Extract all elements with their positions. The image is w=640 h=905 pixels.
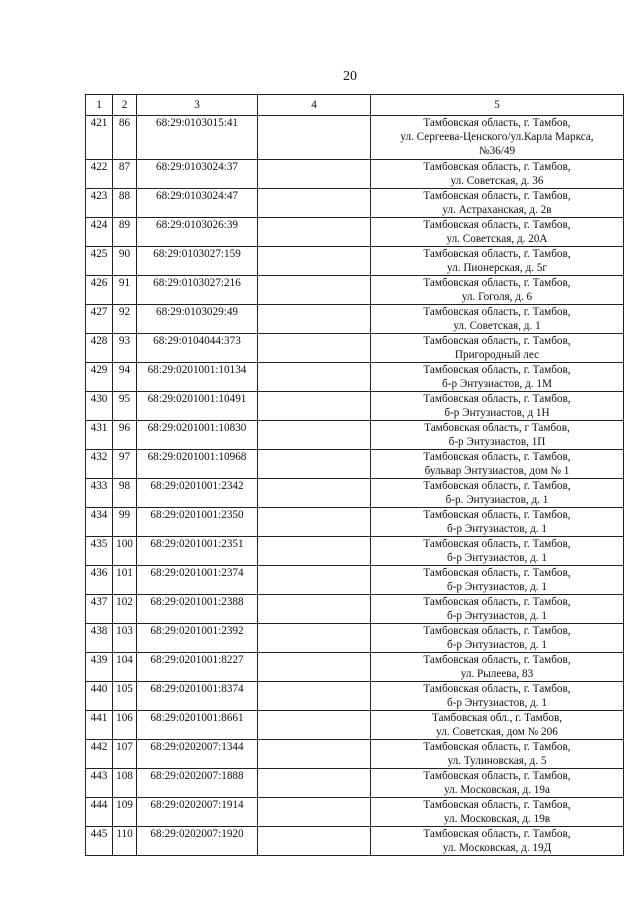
- address-line: Тамбовская область, г. Тамбов,: [423, 567, 571, 579]
- address-cell: [371, 682, 624, 711]
- address-line: б-р. Энтузиастов, д. 1: [445, 494, 549, 506]
- address-line: б-р Энтузиастов, д. 1: [447, 581, 547, 593]
- address-cell: [371, 479, 624, 508]
- table-row: [86, 682, 624, 711]
- row-subnumber-cell: 104: [113, 653, 137, 682]
- address-line: Тамбовская область, г. Тамбов,: [423, 277, 571, 289]
- column-4-cell: [258, 595, 371, 624]
- column-4-cell: [258, 218, 371, 247]
- table-row: [86, 392, 624, 421]
- row-subnumber-cell: 96: [113, 421, 137, 450]
- address-cell: [371, 116, 624, 160]
- row-subnumber-cell: 91: [113, 276, 137, 305]
- address-line: Тамбовская область, г. Тамбов,: [423, 509, 571, 521]
- row-number-cell: 423: [86, 189, 113, 218]
- address-cell: [371, 450, 624, 479]
- table-row: [86, 566, 624, 595]
- table-row: [86, 363, 624, 392]
- address-line: ул. Московская, д. 19в: [443, 813, 551, 825]
- address-line: Тамбовская область, г. Тамбов,: [423, 538, 571, 550]
- address-cell: [371, 566, 624, 595]
- column-header: 3: [137, 95, 258, 116]
- cadastral-number-cell: 68:29:0104044:373: [137, 334, 258, 363]
- column-4-cell: [258, 334, 371, 363]
- cadastral-number-cell: 68:29:0201001:2351: [137, 537, 258, 566]
- cadastral-number-cell: 68:29:0103015:41: [137, 116, 258, 160]
- column-4-cell: [258, 827, 371, 856]
- table-row: [86, 116, 624, 160]
- address-line: Тамбовская область, г. Тамбов,: [423, 117, 571, 129]
- cadastral-number-cell: 68:29:0201001:8661: [137, 711, 258, 740]
- address-line: Тамбовская область, г Тамбов,: [424, 422, 570, 434]
- address-cell: [371, 595, 624, 624]
- header-row: [86, 95, 624, 116]
- address-line: ул. Советская, д. 36: [450, 175, 544, 187]
- row-subnumber-cell: 105: [113, 682, 137, 711]
- table-body: [86, 116, 624, 856]
- row-number-cell: 421: [86, 116, 113, 160]
- column-4-cell: [258, 624, 371, 653]
- column-4-cell: [258, 450, 371, 479]
- table-row: [86, 798, 624, 827]
- cadastral-number-cell: 68:29:0202007:1344: [137, 740, 258, 769]
- cadastral-number-cell: 68:29:0201001:10968: [137, 450, 258, 479]
- cadastral-number-cell: 68:29:0201001:2388: [137, 595, 258, 624]
- column-4-cell: [258, 116, 371, 160]
- cadastral-number-cell: 68:29:0201001:2374: [137, 566, 258, 595]
- row-number-cell: 434: [86, 508, 113, 537]
- cadastral-number-cell: 68:29:0201001:8374: [137, 682, 258, 711]
- address-cell: [371, 508, 624, 537]
- table-row: [86, 653, 624, 682]
- row-number-cell: 425: [86, 247, 113, 276]
- address-cell: [371, 798, 624, 827]
- address-line: б-р Энтузиастов, д. 1: [447, 697, 547, 709]
- cadastral-number-cell: 68:29:0103027:216: [137, 276, 258, 305]
- cadastral-number-cell: 68:29:0103024:37: [137, 160, 258, 189]
- column-4-cell: [258, 392, 371, 421]
- table-row: [86, 276, 624, 305]
- row-subnumber-cell: 106: [113, 711, 137, 740]
- address-cell: [371, 247, 624, 276]
- cadastral-number-cell: 68:29:0202007:1920: [137, 827, 258, 856]
- row-subnumber-cell: 108: [113, 769, 137, 798]
- row-number-cell: 439: [86, 653, 113, 682]
- address-cell: [371, 189, 624, 218]
- address-cell: [371, 363, 624, 392]
- table-row: [86, 595, 624, 624]
- table-row: [86, 334, 624, 363]
- cadastral-number-cell: 68:29:0103027:159: [137, 247, 258, 276]
- row-number-cell: 430: [86, 392, 113, 421]
- column-4-cell: [258, 566, 371, 595]
- column-header: 2: [113, 95, 137, 116]
- row-number-cell: 444: [86, 798, 113, 827]
- column-4-cell: [258, 711, 371, 740]
- table-row: [86, 479, 624, 508]
- row-subnumber-cell: 95: [113, 392, 137, 421]
- row-subnumber-cell: 99: [113, 508, 137, 537]
- address-cell: [371, 827, 624, 856]
- address-cell: [371, 421, 624, 450]
- row-number-cell: 443: [86, 769, 113, 798]
- row-subnumber-cell: 102: [113, 595, 137, 624]
- row-subnumber-cell: 89: [113, 218, 137, 247]
- address-line: Тамбовская область, г. Тамбов,: [423, 741, 571, 753]
- address-cell: [371, 305, 624, 334]
- cadastral-number-cell: 68:29:0201001:10134: [137, 363, 258, 392]
- address-line: Пригородный лес: [454, 349, 540, 361]
- address-line: ул. Советская, д. 20А: [446, 233, 548, 245]
- column-header: 4: [258, 95, 371, 116]
- row-number-cell: 442: [86, 740, 113, 769]
- address-line: ул. Советская, дом № 206: [436, 726, 558, 738]
- row-subnumber-cell: 86: [113, 116, 137, 160]
- row-subnumber-cell: 97: [113, 450, 137, 479]
- row-subnumber-cell: 100: [113, 537, 137, 566]
- table-row: [86, 711, 624, 740]
- address-cell: [371, 624, 624, 653]
- address-line: Тамбовская область, г. Тамбов,: [423, 364, 571, 376]
- row-number-cell: 435: [86, 537, 113, 566]
- address-cell: [371, 537, 624, 566]
- row-number-cell: 427: [86, 305, 113, 334]
- address-line: Тамбовская область, г. Тамбов,: [423, 770, 571, 782]
- address-cell: [371, 218, 624, 247]
- cadastral-number-cell: 68:29:0202007:1914: [137, 798, 258, 827]
- address-cell: [371, 392, 624, 421]
- row-subnumber-cell: 109: [113, 798, 137, 827]
- row-subnumber-cell: 103: [113, 624, 137, 653]
- column-header: 5: [371, 95, 624, 116]
- table-row: [86, 189, 624, 218]
- address-cell: [371, 334, 624, 363]
- address-line: б-р Энтузиастов, д. 1: [447, 523, 547, 535]
- row-subnumber-cell: 93: [113, 334, 137, 363]
- address-line: Тамбовская область, г. Тамбов,: [423, 451, 571, 463]
- row-subnumber-cell: 101: [113, 566, 137, 595]
- page-number: 20: [343, 69, 357, 84]
- address-line: ул. Московская, д. 19Д: [442, 842, 552, 854]
- row-number-cell: 431: [86, 421, 113, 450]
- row-subnumber-cell: 94: [113, 363, 137, 392]
- address-line: б-р Энтузиастов, д. 1: [447, 552, 547, 564]
- address-line: Тамбовская обл., г. Тамбов,: [431, 712, 563, 724]
- table-row: [86, 769, 624, 798]
- address-line: ул. Гоголя, д. 6: [461, 291, 533, 303]
- row-number-cell: 437: [86, 595, 113, 624]
- address-cell: [371, 160, 624, 189]
- address-line: ул. Московская, д. 19а: [444, 784, 550, 796]
- table-row: [86, 218, 624, 247]
- address-line: ул. Тулиновская, д. 5: [447, 755, 547, 767]
- address-line: Тамбовская область, г. Тамбов,: [423, 596, 571, 608]
- column-4-cell: [258, 769, 371, 798]
- table-row: [86, 827, 624, 856]
- column-4-cell: [258, 363, 371, 392]
- row-number-cell: 436: [86, 566, 113, 595]
- row-number-cell: 422: [86, 160, 113, 189]
- table-row: [86, 247, 624, 276]
- column-4-cell: [258, 653, 371, 682]
- cadastral-number-cell: 68:29:0201001:2350: [137, 508, 258, 537]
- column-4-cell: [258, 189, 371, 218]
- row-number-cell: 429: [86, 363, 113, 392]
- address-line: б-р Энтузиастов, д. 1: [447, 639, 547, 651]
- table-row: [86, 508, 624, 537]
- address-line: ул. Рылеева, 83: [460, 668, 534, 680]
- table-row: [86, 740, 624, 769]
- address-line: Тамбовская область, г. Тамбов,: [423, 161, 571, 173]
- address-line: Тамбовская область, г. Тамбов,: [423, 828, 571, 840]
- row-subnumber-cell: 92: [113, 305, 137, 334]
- column-4-cell: [258, 798, 371, 827]
- address-line: Тамбовская область, г. Тамбов,: [423, 393, 571, 405]
- cadastral-number-cell: 68:29:0202007:1888: [137, 769, 258, 798]
- registry-table: [85, 94, 624, 856]
- column-4-cell: [258, 537, 371, 566]
- row-number-cell: 441: [86, 711, 113, 740]
- address-line: б-р Энтузиастов, д 1Н: [444, 407, 550, 419]
- cadastral-number-cell: 68:29:0201001:2392: [137, 624, 258, 653]
- table-row: [86, 624, 624, 653]
- address-cell: [371, 711, 624, 740]
- column-header: 1: [86, 95, 113, 116]
- row-subnumber-cell: 87: [113, 160, 137, 189]
- address-line: Тамбовская область, г. Тамбов,: [423, 480, 571, 492]
- cadastral-number-cell: 68:29:0201001:10491: [137, 392, 258, 421]
- row-number-cell: 424: [86, 218, 113, 247]
- cadastral-number-cell: 68:29:0103029:49: [137, 305, 258, 334]
- address-line: ул. Сергеева-Ценского/ул.Карла Маркса,: [400, 131, 594, 143]
- address-line: Тамбовская область, г. Тамбов,: [423, 683, 571, 695]
- address-line: №36/49: [478, 145, 516, 157]
- address-line: б-р Энтузиастов, 1П: [448, 436, 546, 448]
- cadastral-number-cell: 68:29:0103024:47: [137, 189, 258, 218]
- address-line: б-р Энтузиастов, д. 1М: [442, 378, 552, 390]
- row-subnumber-cell: 90: [113, 247, 137, 276]
- row-subnumber-cell: 107: [113, 740, 137, 769]
- address-line: Тамбовская область, г. Тамбов,: [423, 335, 571, 347]
- column-4-cell: [258, 305, 371, 334]
- row-number-cell: 432: [86, 450, 113, 479]
- cadastral-number-cell: 68:29:0201001:8227: [137, 653, 258, 682]
- address-line: Тамбовская область, г. Тамбов,: [423, 190, 571, 202]
- address-line: ул. Астраханская, д. 2в: [442, 204, 552, 216]
- row-subnumber-cell: 88: [113, 189, 137, 218]
- column-4-cell: [258, 508, 371, 537]
- table-row: [86, 160, 624, 189]
- row-number-cell: 438: [86, 624, 113, 653]
- address-cell: [371, 740, 624, 769]
- address-line: Тамбовская область, г. Тамбов,: [423, 799, 571, 811]
- cadastral-number-cell: 68:29:0103026:39: [137, 218, 258, 247]
- column-4-cell: [258, 479, 371, 508]
- address-line: б-р Энтузиастов, д. 1: [447, 610, 547, 622]
- address-cell: [371, 769, 624, 798]
- row-number-cell: 428: [86, 334, 113, 363]
- row-number-cell: 426: [86, 276, 113, 305]
- address-line: бульвар Энтузиастов, дом № 1: [424, 465, 570, 477]
- address-line: Тамбовская область, г. Тамбов,: [423, 625, 571, 637]
- row-subnumber-cell: 98: [113, 479, 137, 508]
- cadastral-number-cell: 68:29:0201001:10830: [137, 421, 258, 450]
- column-4-cell: [258, 740, 371, 769]
- table-row: [86, 421, 624, 450]
- address-line: Тамбовская область, г. Тамбов,: [423, 654, 571, 666]
- table-row: [86, 305, 624, 334]
- address-cell: [371, 276, 624, 305]
- column-4-cell: [258, 247, 371, 276]
- address-line: Тамбовская область, г. Тамбов,: [423, 219, 571, 231]
- address-line: ул. Советская, д. 1: [453, 320, 541, 332]
- row-number-cell: 445: [86, 827, 113, 856]
- address-line: ул. Пионерская, д. 5г: [447, 262, 547, 274]
- column-4-cell: [258, 682, 371, 711]
- address-cell: [371, 653, 624, 682]
- row-number-cell: 440: [86, 682, 113, 711]
- table-row: [86, 450, 624, 479]
- address-line: Тамбовская область, г. Тамбов,: [423, 248, 571, 260]
- row-subnumber-cell: 110: [113, 827, 137, 856]
- column-4-cell: [258, 421, 371, 450]
- table-row: [86, 537, 624, 566]
- column-4-cell: [258, 276, 371, 305]
- column-4-cell: [258, 160, 371, 189]
- address-line: Тамбовская область, г. Тамбов,: [423, 306, 571, 318]
- cadastral-number-cell: 68:29:0201001:2342: [137, 479, 258, 508]
- row-number-cell: 433: [86, 479, 113, 508]
